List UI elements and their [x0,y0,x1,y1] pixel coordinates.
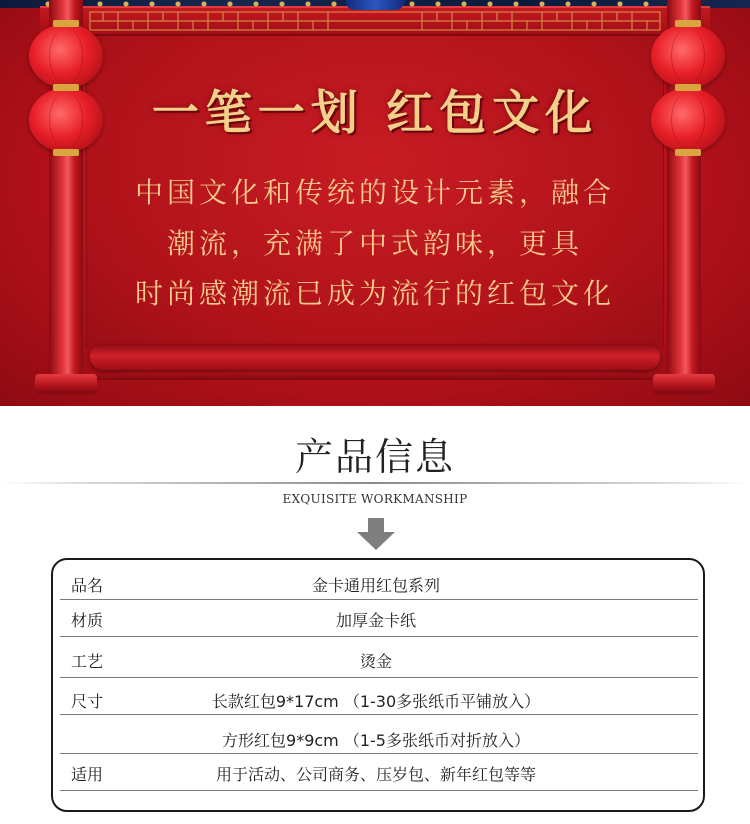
lattice-pattern [88,8,662,34]
right-pillar-base [653,374,715,394]
banner-text-line: 时尚感潮流已成为流行的红包文化 [134,277,615,310]
floor-rail [34,374,716,380]
section-title: 产品信息 [294,435,455,479]
row-divider [60,790,698,791]
scroll-roll [90,344,660,370]
spec-label-material: 材质 [71,611,104,630]
spec-label-size: 尺寸 [71,692,104,711]
spec-value-size-square: 方形红包9*9cm （1-5多张纸币对折放入） [222,731,530,750]
spec-value-usage: 用于活动、公司商务、压岁包、新年红包等等 [215,765,536,784]
spec-label-craft: 工艺 [71,652,104,671]
banner-text-line: 中国文化和传统的设计元素，融合 [134,176,615,209]
hero-banner [0,0,750,406]
spec-label-usage: 适用 [71,765,104,784]
row-divider [60,677,698,678]
spec-value-material: 加厚金卡纸 [335,611,416,630]
spec-label-name: 品名 [71,576,104,595]
spec-value-name: 金卡通用红包系列 [311,576,440,595]
down-arrow-icon [357,518,395,550]
section-divider [0,482,750,484]
banner-text-line: 潮流，充满了中式韵味，更具 [166,227,583,260]
spec-value-craft: 烫金 [359,652,392,671]
left-pillar-base [35,374,97,394]
row-divider [60,753,698,754]
spec-value-size-long: 长款红包9*17cm （1-30多张纸币平铺放入） [211,692,541,711]
roof-medallion [345,0,405,10]
product-spec-table [51,558,705,812]
row-divider [60,636,698,637]
banner-title: 一笔一划 红包文化 [151,86,599,141]
section-subtitle: EXQUISITE WORKMANSHIP [282,492,468,506]
row-divider [60,599,698,600]
row-divider [60,714,698,715]
